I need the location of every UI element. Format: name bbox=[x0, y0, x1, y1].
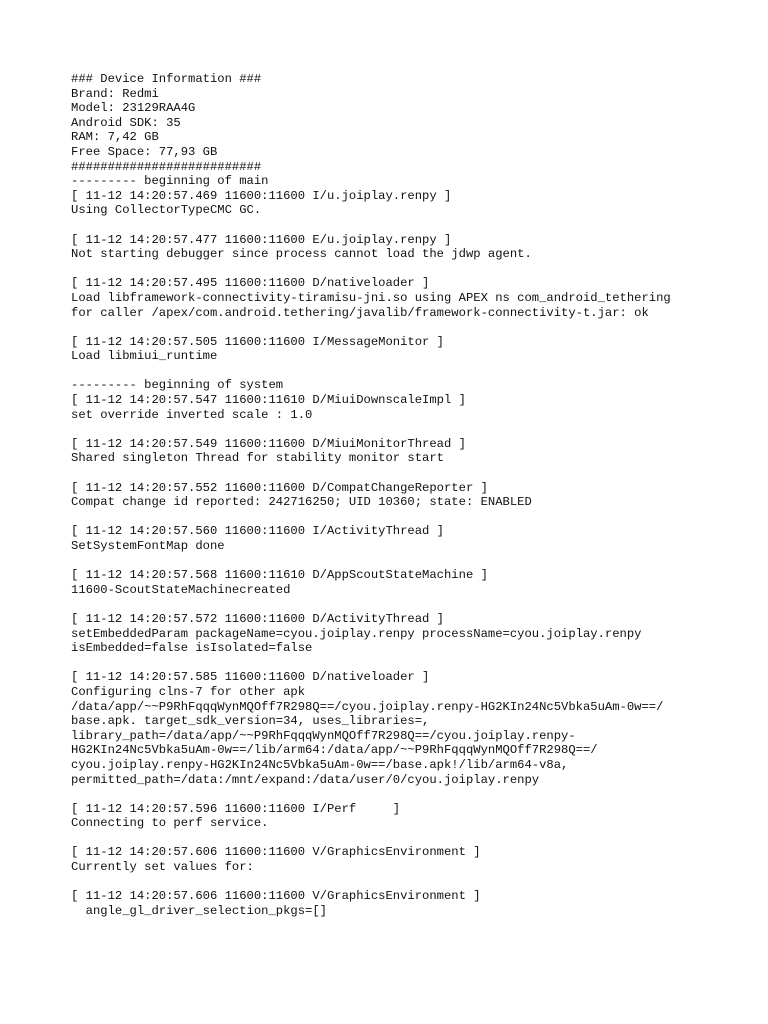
log-line: --------- beginning of system bbox=[71, 378, 284, 393]
blank-line bbox=[71, 320, 751, 335]
log-line: ########################## bbox=[71, 159, 262, 174]
blank-line bbox=[71, 656, 751, 671]
log-line: [ 11-12 14:20:57.549 11600:11600 D/MiuiMonitorThread ] bbox=[71, 436, 466, 451]
log-line: [ 11-12 14:20:57.469 11600:11600 I/u.joiplay.renpy ] bbox=[71, 188, 452, 203]
log-line: [ 11-12 14:20:57.505 11600:11600 I/MessageMonitor ] bbox=[71, 334, 444, 349]
log-line: Not starting debugger since process cannot load the jdwp agent. bbox=[71, 247, 532, 262]
log-line: setEmbeddedParam packageName=cyou.joiplay.renpy processName=cyou.joiplay.renpy bbox=[71, 626, 642, 641]
log-line: HG2KIn24Nc5Vbka5uAm-0w==/lib/arm64:/data/app/~~P9RhFqqqWynMQOff7R298Q==/ bbox=[71, 743, 598, 758]
log-line: Model: 23129RAA4G bbox=[71, 101, 196, 116]
log-line: [ 11-12 14:20:57.606 11600:11600 V/GraphicsEnvironment ] bbox=[71, 889, 481, 904]
log-line: permitted_path=/data:/mnt/expand:/data/user/0/cyou.joiplay.renpy bbox=[71, 772, 540, 787]
log-text bbox=[71, 72, 751, 918]
log-line: [ 11-12 14:20:57.585 11600:11600 D/nativeloader ] bbox=[71, 670, 430, 685]
log-line: library_path=/data/app/~~P9RhFqqqWynMQOff7R298Q==/cyou.joiplay.renpy- bbox=[71, 728, 576, 743]
log-line: [ 11-12 14:20:57.572 11600:11600 D/ActivityThread ] bbox=[71, 611, 444, 626]
blank-line bbox=[71, 875, 751, 890]
blank-line bbox=[71, 218, 751, 233]
log-line: RAM: 7,42 GB bbox=[71, 130, 159, 145]
blank-line bbox=[71, 262, 751, 277]
blank-line bbox=[71, 422, 751, 437]
blank-line bbox=[71, 597, 751, 612]
log-line: isEmbedded=false isIsolated=false bbox=[71, 641, 313, 656]
log-line: Shared singleton Thread for stability monitor start bbox=[71, 451, 444, 466]
log-line: Connecting to perf service. bbox=[71, 816, 269, 831]
log-line: Load libmiui_runtime bbox=[71, 349, 218, 364]
log-line: for caller /apex/com.android.tethering/javalib/framework-connectivity-t.jar: ok bbox=[71, 305, 649, 320]
blank-line bbox=[71, 510, 751, 525]
blank-line bbox=[71, 364, 751, 379]
log-line: Android SDK: 35 bbox=[71, 115, 181, 130]
log-line: cyou.joiplay.renpy-HG2KIn24Nc5Vbka5uAm-0w==/base.apk!/lib/arm64-v8a, bbox=[71, 757, 569, 772]
log-line: --------- beginning of main bbox=[71, 174, 269, 189]
log-line: Configuring clns-7 for other apk bbox=[71, 684, 306, 699]
log-line: [ 11-12 14:20:57.560 11600:11600 I/ActivityThread ] bbox=[71, 524, 444, 539]
log-line: [ 11-12 14:20:57.495 11600:11600 D/nativeloader ] bbox=[71, 276, 430, 291]
log-line: [ 11-12 14:20:57.606 11600:11600 V/GraphicsEnvironment ] bbox=[71, 845, 481, 860]
log-line: Brand: Redmi bbox=[71, 86, 159, 101]
log-line: SetSystemFontMap done bbox=[71, 539, 225, 553]
log-line: base.apk. target_sdk_version=34, uses_libraries=, bbox=[71, 714, 430, 729]
log-line: Compat change id reported: 242716250; UID 10360; state: ENABLED bbox=[71, 495, 532, 510]
log-line: /data/app/~~P9RhFqqqWynMQOff7R298Q==/cyou.joiplay.renpy-HG2KIn24Nc5Vbka5uAm-0w==/ bbox=[71, 699, 664, 714]
log-line: [ 11-12 14:20:57.596 11600:11600 I/Perf ] bbox=[71, 801, 401, 816]
log-line: set override inverted scale : 1.0 bbox=[71, 407, 313, 422]
blank-line bbox=[71, 787, 751, 802]
log-line: Currently set values for: bbox=[71, 860, 254, 875]
blank-line bbox=[71, 554, 751, 569]
log-line: Free Space: 77,93 GB bbox=[71, 144, 218, 159]
log-line: [ 11-12 14:20:57.547 11600:11610 D/MiuiDownscaleImpl ] bbox=[71, 393, 466, 408]
log-line: ### Device Information ### bbox=[71, 72, 262, 86]
log-line: Load libframework-connectivity-tiramisu-jni.so using APEX ns com_android_tethering bbox=[71, 290, 671, 305]
log-line: [ 11-12 14:20:57.568 11600:11610 D/AppScoutStateMachine ] bbox=[71, 568, 488, 583]
log-line: [ 11-12 14:20:57.552 11600:11600 D/CompatChangeReporter ] bbox=[71, 480, 488, 495]
blank-line bbox=[71, 466, 751, 481]
blank-line bbox=[71, 831, 751, 846]
log-line: 11600-ScoutStateMachinecreated bbox=[71, 582, 291, 597]
log-line: Using CollectorTypeCMC GC. bbox=[71, 203, 262, 218]
log-line: [ 11-12 14:20:57.477 11600:11600 E/u.joiplay.renpy ] bbox=[71, 232, 452, 247]
log-line: angle_gl_driver_selection_pkgs=[] bbox=[71, 903, 327, 918]
